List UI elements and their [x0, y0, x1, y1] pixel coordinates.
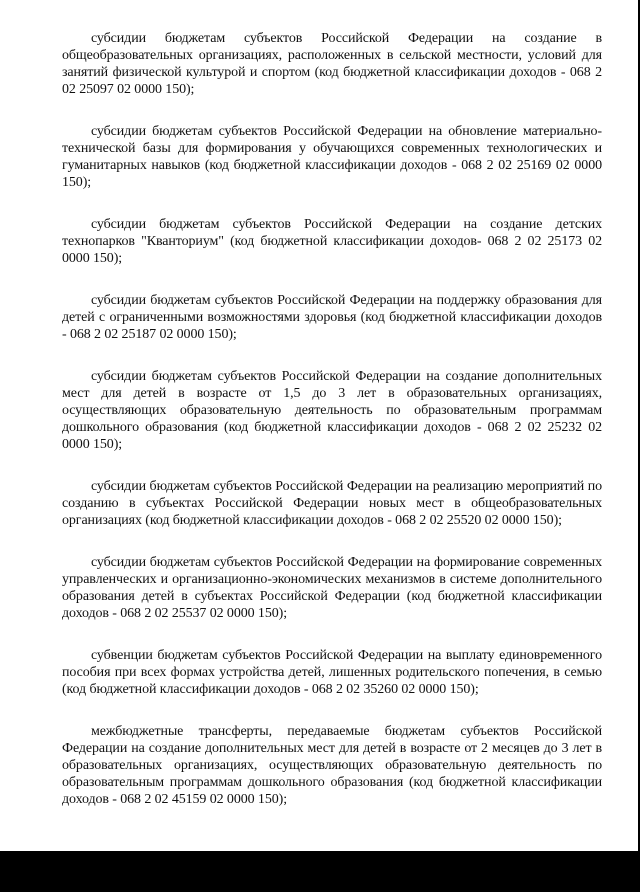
paragraph-subsidy-additional-education: субсидии бюджетам субъектов Российской Федерации на формирование современных управленческих и организационно-экономических механизмов в системе дополнительного образования детей в субъектах Российской Федерации (код бюджетной классификации доходов - 068 2 02 25537 02 0000 150); — [62, 555, 602, 621]
paragraph-subvention-allowance: субвенции бюджетам субъектов Российской Федерации на выплату единовременного пособия при всех формах устройства детей, лишенных родительского попечения, в семью (код бюджетной классификации доходов - 068 2 02 35260 02 0000 150); — [62, 648, 602, 697]
scan-bottom-border — [0, 851, 640, 892]
paragraph-subsidy-preschool-places: субсидии бюджетам субъектов Российской Федерации на создание дополнительных мест для детей в возрасте от 1,5 до 3 лет в образовательных организациях, осуществляющих образовательную деятельность по образовательным программам дошкольного образования (код бюджетной классификации доходов - 068 2 02 25232 02 0000 150); — [62, 369, 602, 452]
paragraph-subsidy-disabilities: субсидии бюджетам субъектов Российской Федерации на поддержку образования для детей с ограниченными возможностями здоровья (код бюджетной классификации доходов - 068 2 02 25187 02 0000 150); — [62, 293, 602, 342]
paragraph-subsidy-sport: субсидии бюджетам субъектов Российской Федерации на создание в общеобразовательных организациях, расположенных в сельской местности, условий для занятий физической культурой и спортом (код бюджетной классификации доходов - 068 2 02 25097 02 0000 150); — [62, 31, 602, 97]
document-body — [62, 30, 602, 833]
paragraph-transfers-nursery: межбюджетные трансферты, передаваемые бюджетам субъектов Российской Федерации на создание дополнительных мест для детей в возрасте от 2 месяцев до 3 лет в образовательных организациях, осуществляющих образовательную деятельность по образовательным программам дошкольного образования (код бюджетной классификации доходов - 068 2 02 45159 02 0000 150); — [62, 724, 602, 807]
paragraph-subsidy-new-school-places: субсидии бюджетам субъектов Российской Федерации на реализацию мероприятий по созданию в субъектах Российской Федерации новых мест в общеобразовательных организациях (код бюджетной классификации доходов - 068 2 02 25520 02 0000 150); — [62, 479, 602, 528]
paragraph-subsidy-material-base: субсидии бюджетам субъектов Российской Федерации на обновление материально-технической базы для формирования у обучающихся современных технологических и гуманитарных навыков (код бюджетной классификации доходов - 068 2 02 25169 02 0000 150); — [62, 124, 602, 190]
paragraph-subsidy-kvantorium: субсидии бюджетам субъектов Российской Федерации на создание детских технопарков "Кванториум" (код бюджетной классификации доходов- 068 2 02 25173 02 0000 150); — [62, 217, 602, 266]
